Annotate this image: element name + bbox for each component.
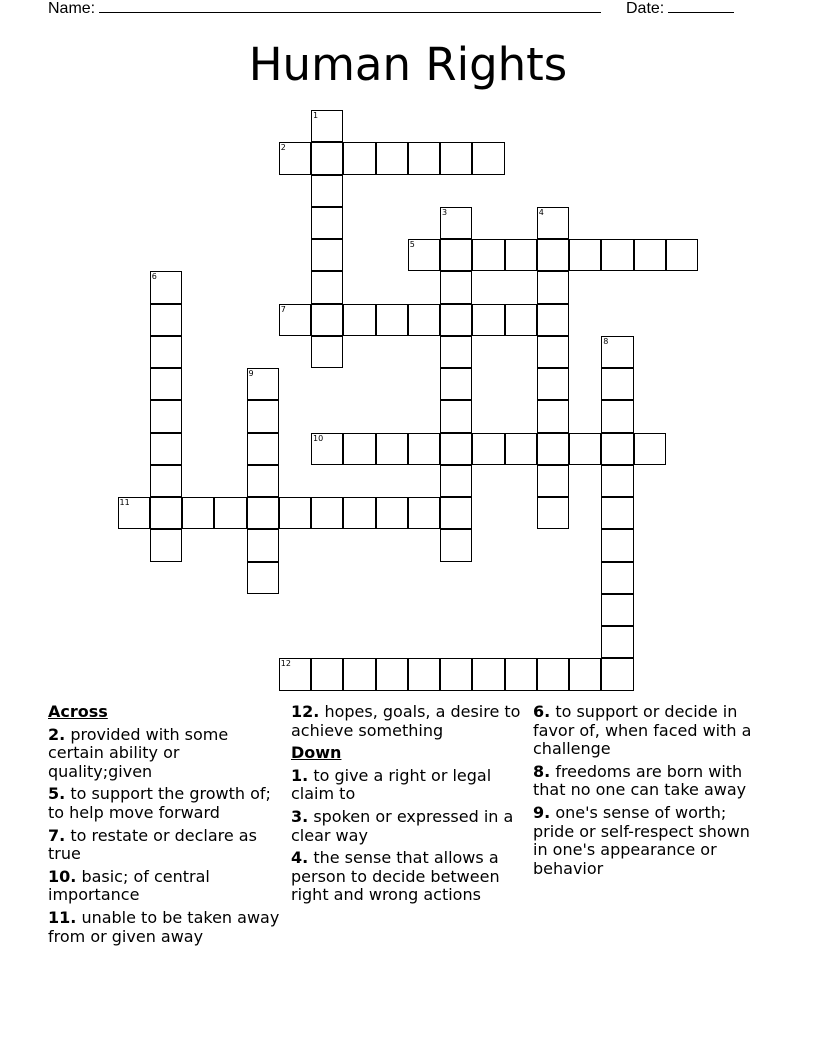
grid-cell[interactable] [537,497,569,529]
grid-cell[interactable] [247,368,279,400]
grid-cell[interactable] [472,433,504,465]
grid-cell[interactable] [472,239,504,271]
grid-cell[interactable] [247,400,279,432]
grid-cell[interactable] [666,239,698,271]
clue-number: 11 [119,498,130,507]
grid-cell[interactable] [601,594,633,626]
grid-cell[interactable] [634,239,666,271]
grid-cell[interactable] [440,142,472,174]
grid-cell[interactable] [376,142,408,174]
grid-cell[interactable] [311,207,343,239]
grid-cell[interactable] [408,658,440,690]
grid-cell[interactable] [440,239,472,271]
grid-cell[interactable] [343,433,375,465]
clue-across-5: 5. to support the growth of; to help move forward [48,784,271,822]
grid-cell[interactable] [343,142,375,174]
grid-cell[interactable] [440,529,472,561]
grid-cell[interactable] [440,400,472,432]
down-heading: Down [291,743,342,763]
grid-cell[interactable] [505,658,537,690]
grid-cell[interactable] [343,658,375,690]
grid-cell[interactable] [537,239,569,271]
clue-down-6: 6. to support or decide in favor of, when faced with a challenge [533,702,752,759]
clue-number: 3 [442,207,448,217]
clue-column-2 [291,703,523,909]
clue-number: 1 [313,111,319,120]
clue-across-10: 10. basic; of central importance [48,866,210,905]
grid-cell[interactable] [150,433,182,465]
grid-cell[interactable] [150,304,182,336]
grid-cell[interactable] [150,529,182,561]
grid-cell[interactable] [311,110,343,142]
grid-cell[interactable] [537,271,569,303]
grid-cell[interactable] [408,304,440,336]
grid-cell[interactable] [247,433,279,465]
name-line[interactable] [99,0,601,13]
grid-cell[interactable] [601,562,633,594]
grid-cell[interactable] [601,400,633,432]
grid-cell[interactable] [279,304,311,336]
grid-cell[interactable] [408,433,440,465]
grid-cell[interactable] [505,239,537,271]
grid-cell[interactable] [601,529,633,561]
clue-across-2: 2. provided with some certain ability or quality;given [48,724,229,781]
grid-cell[interactable] [214,497,246,529]
clue-number: 2 [280,143,286,153]
grid-cell[interactable] [472,142,504,174]
grid-cell[interactable] [569,658,601,690]
grid-cell[interactable] [311,239,343,271]
grid-cell[interactable] [408,497,440,529]
grid-cell[interactable] [537,304,569,336]
grid-cell[interactable] [537,207,569,239]
grid-cell[interactable] [601,465,633,497]
grid-cell[interactable] [311,336,343,368]
grid-cell[interactable] [279,497,311,529]
grid-cell[interactable] [440,658,472,690]
grid-cell[interactable] [376,658,408,690]
grid-cell[interactable] [150,271,182,303]
grid-cell[interactable] [311,142,343,174]
name-field[interactable] [48,0,601,19]
grid-cell[interactable] [311,304,343,336]
grid-cell[interactable] [440,433,472,465]
grid-cell[interactable] [150,336,182,368]
name-label: Name: [48,0,96,17]
grid-cell[interactable] [247,497,279,529]
grid-cell[interactable] [440,271,472,303]
grid-cell[interactable] [408,239,440,271]
grid-cell[interactable] [247,529,279,561]
grid-cell[interactable] [150,368,182,400]
grid-cell[interactable] [311,433,343,465]
clue-number: 4 [538,207,544,217]
grid-cell[interactable] [408,142,440,174]
grid-cell[interactable] [537,368,569,400]
grid-cell[interactable] [247,465,279,497]
grid-cell[interactable] [537,400,569,432]
grid-cell[interactable] [537,433,569,465]
grid-cell[interactable] [472,304,504,336]
grid-cell[interactable] [537,658,569,690]
grid-cell[interactable] [601,433,633,465]
grid-cell[interactable] [440,207,472,239]
grid-cell[interactable] [279,142,311,174]
grid-cell[interactable] [440,368,472,400]
clue-number: 5 [409,240,415,249]
clue-down-9: 9. one's sense of worth; pride or self-respect shown in one's appearance or behavior [533,802,750,878]
grid-cell[interactable] [376,304,408,336]
grid-cell[interactable] [505,304,537,336]
grid-cell[interactable] [311,175,343,207]
clue-down-8: 8. freedoms are born with that no one can take away [533,761,747,800]
grid-cell[interactable] [311,658,343,690]
grid-cell[interactable] [311,271,343,303]
clue-down-3: 3. spoken or expressed in a clear way [291,806,514,845]
grid-cell[interactable] [601,336,633,368]
clue-number: 10 [313,433,324,443]
grid-cell[interactable] [150,465,182,497]
grid-cell[interactable] [376,433,408,465]
clue-number: 12 [280,659,291,669]
clue-down-4: 4. the sense that allows a person to decide between right and wrong actions [291,848,500,905]
date-field[interactable] [626,0,734,19]
grid-cell[interactable] [150,400,182,432]
grid-cell[interactable] [343,304,375,336]
grid-cell[interactable] [182,497,214,529]
grid-cell[interactable] [440,497,472,529]
clue-column-1 [48,703,280,950]
grid-cell[interactable] [343,497,375,529]
grid-cell[interactable] [569,433,601,465]
grid-cell[interactable] [537,336,569,368]
grid-cell[interactable] [601,658,633,690]
across-heading: Across [48,702,108,721]
date-line[interactable] [668,0,734,13]
grid-cell[interactable] [440,304,472,336]
grid-cell[interactable] [634,433,666,465]
grid-cell[interactable] [311,497,343,529]
grid-cell[interactable] [247,562,279,594]
clue-column-3 [533,703,765,882]
grid-cell[interactable] [376,497,408,529]
grid-cell[interactable] [505,433,537,465]
grid-cell[interactable] [150,497,182,529]
clue-number: 7 [280,304,286,314]
clue-across-7: 7. to restate or declare as true [48,825,257,864]
grid-cell[interactable] [279,658,311,690]
grid-cell[interactable] [440,465,472,497]
grid-cell[interactable] [118,497,150,529]
grid-cell[interactable] [440,336,472,368]
grid-cell[interactable] [601,626,633,658]
grid-cell[interactable] [601,368,633,400]
grid-cell[interactable] [601,497,633,529]
grid-cell[interactable] [537,465,569,497]
clue-number: 8 [603,336,609,346]
grid-cell[interactable] [601,239,633,271]
page-title: Human Rights [248,38,568,91]
clue-across-12: 12. hopes, goals, a desire to achieve something [291,702,521,740]
clue-number: 6 [151,272,157,282]
clue-down-1: 1. to give a right or legal claim to [291,765,492,804]
grid-cell[interactable] [472,658,504,690]
clue-across-11: 11. unable to be taken away from or given away [48,907,280,946]
date-label: Date: [626,0,665,17]
clue-number: 9 [248,369,254,378]
grid-cell[interactable] [569,239,601,271]
